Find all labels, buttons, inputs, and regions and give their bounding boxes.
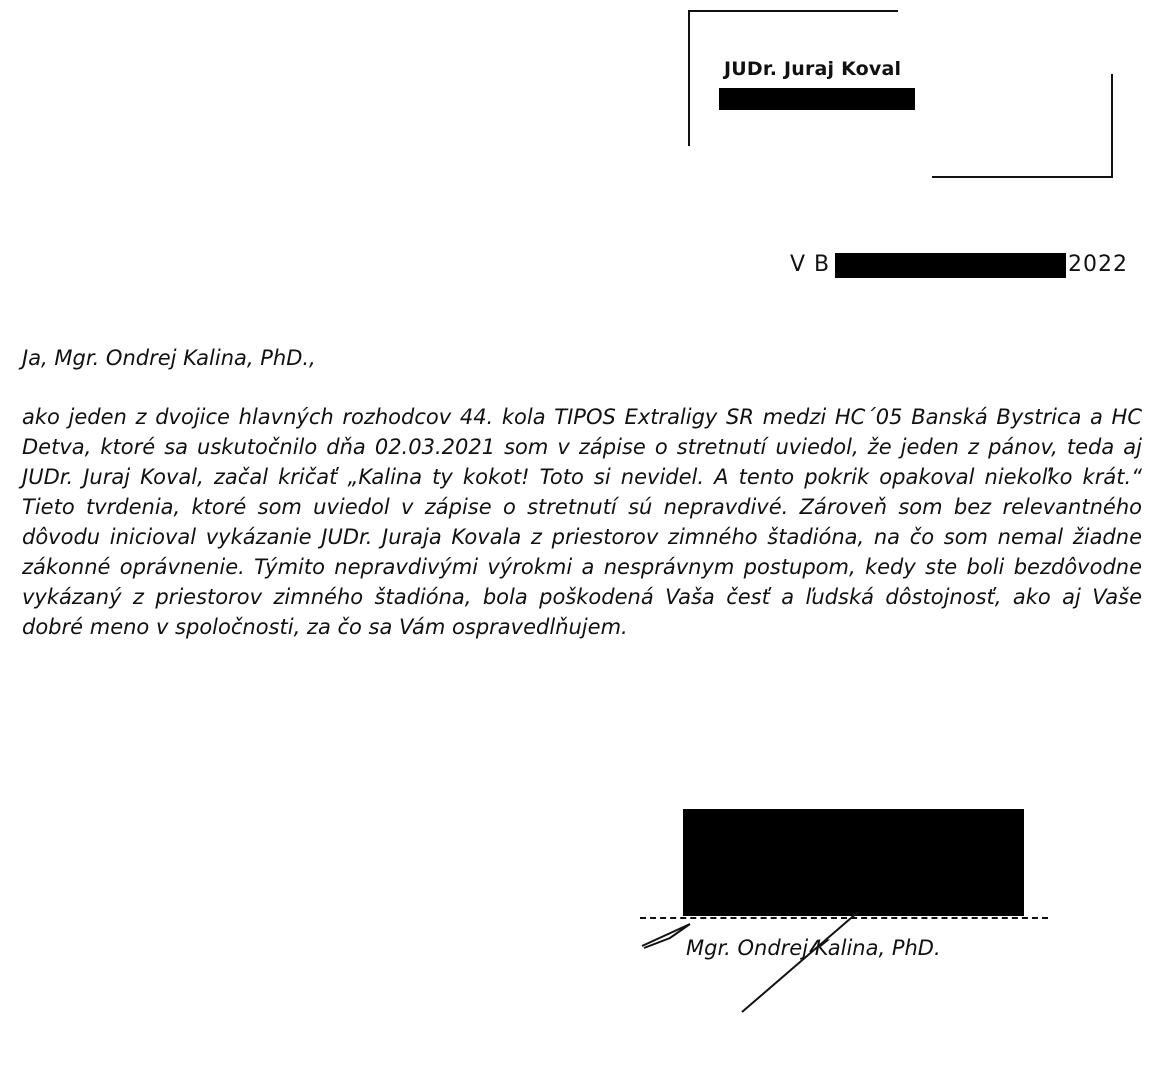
letter-opening: Ja, Mgr. Ondrej Kalina, PhD., [22,346,316,370]
place-prefix: V B [790,252,831,277]
recipient-address-redaction [719,88,915,110]
signatory-name: Mgr. Ondrej Kalina, PhD. [686,936,941,960]
address-bracket-right [1111,74,1113,178]
letter-body: ako jeden z dvojice hlavných rozhodcov 44. kola TIPOS Extraligy SR medzi HC´05 Banská Bystrica a HC Detva, ktoré sa uskutočnilo dňa 02.03.2021 som v zápise o stretnutí uviedol, že jeden z pánov, teda aj JUDr. Juraj Koval, začal kričať „Kalina ty kokot! Toto si nevidel. A tento pokrik opakoval niekoľko krát.“ Tieto tvrdenia, ktoré som uviedol v zápise o stretnutí sú nepravdivé. Zároveň som bez relevantného dôvodu inicioval vykázanie JUDr. Juraja Kovala z priestorov zimného štadióna, na čo som nemal žiadne zákonné oprávnenie. Týmito nepravdivými výrokmi a nesprávnym postupom, kedy ste boli bezdôvodne vykázaný z priestorov zimného štadióna, bola poškodená Vaša česť a ľudská dôstojnosť, ako aj Vaše dobré meno v spoločnosti, za čo sa Vám ospravedlňujem. [22,405,1142,639]
address-bracket-top [688,10,898,12]
signature-stroke-icon [630,900,870,1030]
recipient-name: JUDr. Juraj Koval [724,58,902,80]
address-bracket-left [688,10,690,146]
address-bracket-bottom [932,176,1113,178]
date-year: 2022 [1068,252,1128,277]
place-date-redaction [835,253,1066,278]
